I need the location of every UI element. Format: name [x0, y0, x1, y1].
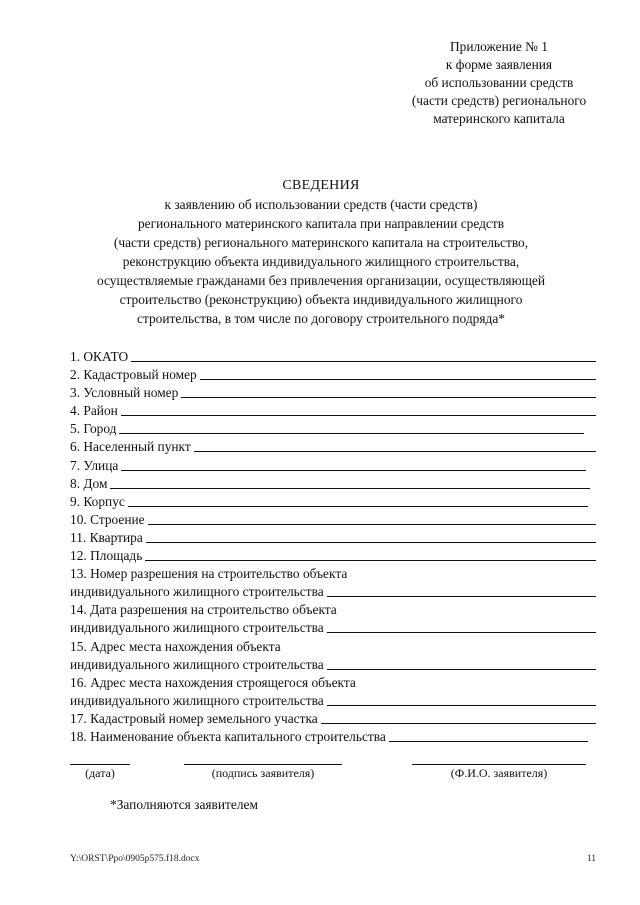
field-label: 10. Строение — [70, 511, 145, 527]
field-label: индивидуального жилищного строительства — [70, 692, 324, 708]
heading-line: строительство (реконструкцию) объекта индивидуального жилищного — [119, 292, 523, 307]
field-label: индивидуального жилищного строительства — [70, 584, 324, 600]
blank-line-land-cadastral-number[interactable] — [321, 712, 596, 724]
heading-line: регионального материнского капитала при направлении средств — [137, 216, 505, 231]
field-label: 14. Дата разрешения на строительство объекта — [70, 602, 337, 618]
page-number: 11 — [586, 854, 596, 864]
field-label: 11. Квартира — [70, 529, 143, 545]
blank-line-area[interactable] — [145, 549, 596, 561]
blank-line-object-address[interactable] — [327, 658, 596, 670]
name-label: (Ф.И.О. заявителя) — [450, 766, 548, 780]
blank-line-construction-address[interactable] — [327, 694, 596, 706]
heading-line: к заявлению об использовании средств (части средств) — [164, 197, 478, 212]
appendix-line: материнского капитала — [433, 111, 565, 126]
field-construction-address-cont — [70, 692, 596, 710]
file-path: Y:\ORST\Ppo\0905p575.f18.docx — [70, 854, 200, 864]
name-line[interactable] — [412, 752, 586, 765]
document-title: СВЕДЕНИЯ — [282, 178, 360, 193]
blank-line-apartment[interactable] — [146, 531, 596, 543]
field-construction-address — [70, 674, 596, 692]
field-label: 7. Улица — [70, 457, 119, 473]
appendix-line: Приложение № 1 — [449, 39, 549, 54]
page-footer — [70, 854, 596, 864]
field-permit-number-cont — [70, 583, 596, 601]
field-object-name — [70, 728, 596, 746]
signature-line[interactable] — [184, 752, 342, 765]
heading-line: строительства, в том числе по договору строительного подряда* — [137, 311, 505, 326]
field-permit-date-cont — [70, 619, 596, 637]
field-city — [70, 420, 596, 438]
field-conditional-number — [70, 384, 596, 402]
date-signature — [70, 752, 130, 781]
field-settlement — [70, 438, 596, 456]
field-street — [70, 457, 596, 475]
field-label: 6. Населенный пункт — [70, 439, 191, 455]
field-object-address-cont — [70, 656, 596, 674]
field-label: 2. Кадастровый номер — [70, 367, 197, 383]
field-label: 9. Корпус — [70, 493, 125, 509]
field-label: индивидуального жилищного строительства — [70, 620, 324, 636]
blank-line-cadastral-number[interactable] — [200, 368, 596, 380]
blank-line-building[interactable] — [128, 495, 588, 507]
field-land-cadastral-number — [70, 710, 596, 728]
heading-line: реконструкцию объекта индивидуального жилищного строительства, — [122, 254, 520, 269]
applicant-name — [412, 752, 586, 781]
signature-block — [70, 752, 596, 792]
field-okato — [70, 348, 596, 366]
blank-line-okato[interactable] — [131, 350, 596, 362]
blank-line-street[interactable] — [121, 459, 586, 471]
field-label: 4. Район — [70, 403, 118, 419]
blank-line-permit-date[interactable] — [327, 621, 596, 633]
appendix-block — [380, 38, 618, 128]
document-heading — [56, 176, 586, 328]
field-district — [70, 402, 596, 420]
field-label: 5. Город — [70, 421, 117, 437]
form-fields — [70, 348, 596, 746]
field-area — [70, 547, 596, 565]
field-label: 8. Дом — [70, 475, 108, 491]
appendix-line: к форме заявления — [445, 57, 553, 72]
field-label: 18. Наименование объекта капитального строительства — [70, 728, 386, 744]
field-object-address — [70, 638, 596, 656]
field-permit-number — [70, 565, 596, 583]
blank-line-permit-number[interactable] — [327, 585, 596, 597]
heading-line: осуществляемые гражданами без привлечения организации, осуществляющей — [96, 273, 546, 288]
field-cadastral-number — [70, 366, 596, 384]
heading-line: (части средств) регионального материнского капитала на строительство, — [113, 235, 529, 250]
field-label: 17. Кадастровый номер земельного участка — [70, 710, 318, 726]
field-structure — [70, 511, 596, 529]
field-building — [70, 493, 596, 511]
applicant-signature — [184, 752, 342, 781]
appendix-line: об использовании средств — [424, 75, 574, 90]
field-label: индивидуального жилищного строительства — [70, 656, 324, 672]
blank-line-object-name[interactable] — [389, 730, 588, 742]
appendix-line: (части средств) регионального — [411, 93, 587, 108]
blank-line-city[interactable] — [119, 422, 584, 434]
field-label: 1. ОКАТО — [70, 349, 129, 364]
blank-line-settlement[interactable] — [194, 440, 596, 452]
field-label: 15. Адрес места нахождения объекта — [70, 638, 281, 654]
footnote: *Заполняются заявителем — [110, 797, 258, 812]
date-line[interactable] — [70, 752, 130, 765]
blank-line-structure[interactable] — [148, 513, 596, 525]
field-label: 12. Площадь — [70, 548, 143, 564]
date-label: (дата) — [85, 766, 115, 780]
field-apartment — [70, 529, 596, 547]
field-house — [70, 475, 596, 493]
blank-line-conditional-number[interactable] — [181, 386, 596, 398]
field-label: 13. Номер разрешения на строительство объекта — [70, 566, 348, 582]
signature-label: (подпись заявителя) — [211, 766, 315, 780]
blank-line-district[interactable] — [121, 404, 596, 416]
field-permit-date — [70, 601, 596, 619]
field-label: 3. Условный номер — [70, 385, 179, 401]
blank-line-house[interactable] — [110, 477, 590, 489]
field-label: 16. Адрес места нахождения строящегося объекта — [70, 674, 356, 690]
